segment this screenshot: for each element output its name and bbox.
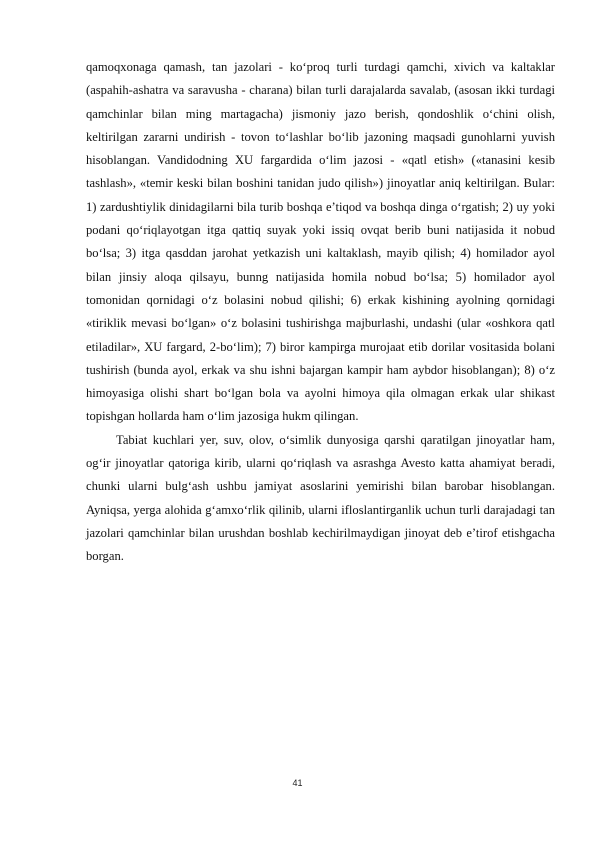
paragraph-1: qamoqxonaga qamash, tan jazolari - ko‘proq turli turdagi qamchi, xivich va kaltaklar (aspahih-ashatra va saravusha - charana) bilan turli darajalarda savalab, (asosan ikki turdagi qamchinlar bilan ming martagacha) jismoniy jazo berish, qondoshlik o‘chini olish, keltirilgan zararni undirish - tovon to‘lashlar bo‘lib jazoning maqsadi gunohlarni yuvish hisoblangan. Vandidodning XU fargardida o‘lim jazosi - «qatl etish» («tanasini kesib tashlash», «temir keski bilan boshini tanidan judo qilish») jinoyatlar aniq keltirilgan. Bular: 1) zardushtiylik dinidagilarni bila turib boshqa e’tiqod va boshqa dinga o‘rgatish; 2) uy yoki podani qo‘riqlayotgan itga qattiq suyak yoki issiq ovqat berib buni natijasida it nobud bo‘lsa; 3) itga qasddan jarohat yetkazish uni kaltaklash, mayib qilish; 4) homilador ayol bilan jinsiy aloqa qilsayu, bunng natijasida homila nobud bo‘lsa; 5) homilador ayol tomonidan qornidagi o‘z bolasini nobud qilishi; 6) erkak kishining ayolning qornidagi «tiriklik mevasi bo‘lgan» o‘z bolasini tushirishga majburlashi, undashi (ular «oshkora qatl etiladilar», XU fargard, 2-bo‘lim); 7) biror kampirga murojaat etib dorilar vositasida bolani tushirish (bunda ayol, erkak va shu ishni bajargan kampir ham aybdor hisoblangan); 8) o‘z himoyasiga olishi shart bo‘lgan bola va ayolni himoya qila olmagan erkak ular shikast topishgan hollarda ham o‘lim jazosiga hukm qilingan. (86, 60, 555, 424)
page-number: 41 (292, 778, 303, 788)
paragraph-2: Tabiat kuchlari yer, suv, olov, o‘simlik dunyosiga qarshi qaratilgan jinoyatlar ham, og‘ir jinoyatlar qatoriga kirib, ularni qo‘riqlash va asrashga Avesto katta ahamiyat beradi, chunki ularni bulg‘ash ushbu jamiyat asoslarini yemirishi bilan barobar hisoblangan. Ayniqsa, yerga alohida g‘amxo‘rlik qilinib, ularni ifloslantirganlik uchun turli darajadagi tan jazolari qamchinlar bilan urushdan boshlab kechirilmaydigan jinoyat deb e’tirof etishgacha borgan. (86, 432, 555, 564)
body-text (86, 56, 555, 569)
